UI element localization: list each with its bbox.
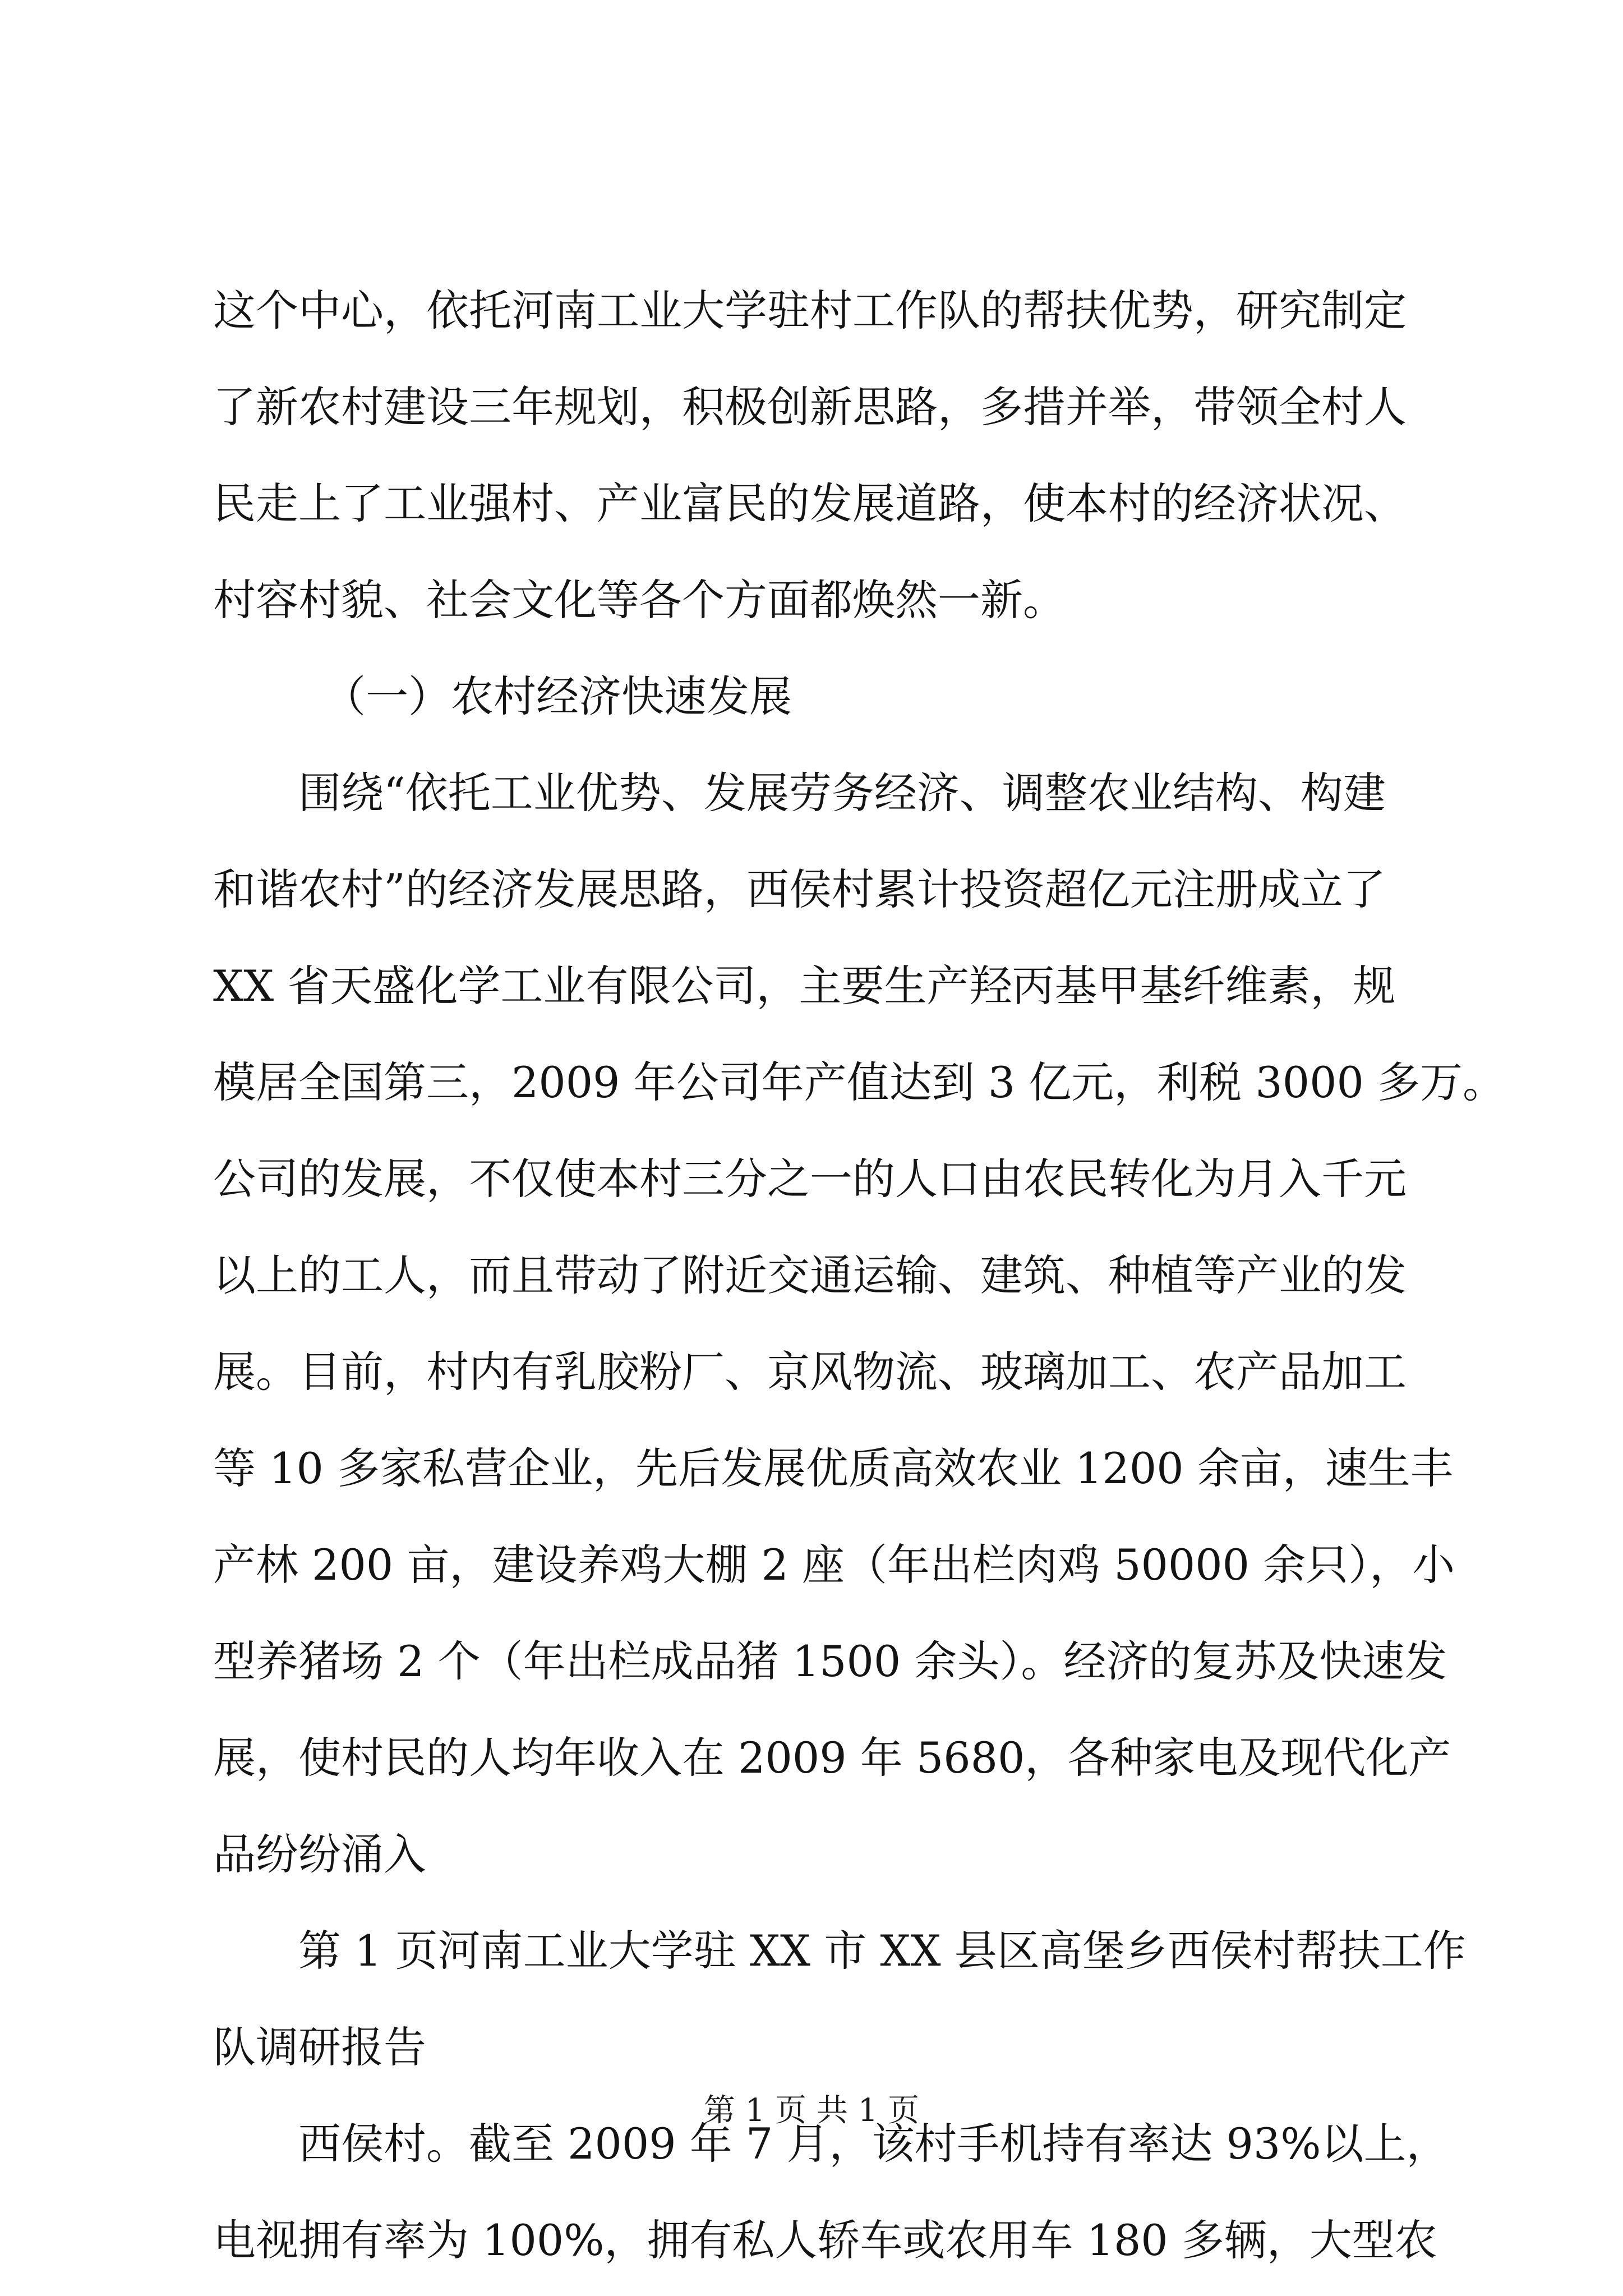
text-line: 模居全国第三，2009 年公司年产值达到 3 亿元，利税 3000 多万。 (213, 1057, 1505, 1107)
text-line: XX 省天盛化学工业有限公司，主要生产羟丙基甲基纤维素，规 (213, 961, 1396, 1011)
text-line: 这个中心，依托河南工业大学驻村工作队的帮扶优势，研究制定 (213, 286, 1407, 335)
text-line: 队调研报告 (213, 2022, 426, 2072)
text-line: 公司的发展，不仅使本村三分之一的人口由农民转化为月入千元 (213, 1154, 1407, 1204)
paragraph-first-line: 围绕“依托工业优势、发展劳务经济、调整农业结构、构建 (298, 768, 1386, 818)
text-line: 民走上了工业强村、产业富民的发展道路，使本村的经济状况、 (213, 478, 1407, 528)
text-line: 了新农村建设三年规划，积极创新思路，多措并举，带领全村人 (213, 382, 1407, 432)
text-line: 以上的工人，而且带动了附近交通运输、建筑、种植等产业的发 (213, 1250, 1407, 1300)
text-line: 型养猪场 2 个（年出栏成品猪 1500 余头）。经济的复苏及快速发 (213, 1636, 1447, 1686)
text-line: 展，使村民的人均年收入在 2009 年 5680，各种家电及现代化产 (213, 1733, 1451, 1783)
paragraph-first-line: 西侯村。截至 2009 年 7 月，该村手机持有率达 93%以上， (298, 2119, 1449, 2169)
text-line: 和谐农村”的经济发展思路，西侯村累计投资超亿元注册成立了 (213, 864, 1386, 914)
text-line: 产林 200 亩，建设养鸡大棚 2 座（年出栏肉鸡 50000 余只），小 (213, 1540, 1455, 1590)
text-line: 展。目前，村内有乳胶粉厂、京风物流、玻璃加工、农产品加工 (213, 1347, 1407, 1397)
text-line: 等 10 多家私营企业，先后发展优质高效农业 1200 余亩，速生丰 (213, 1443, 1453, 1493)
paragraph-first-line: 第 1 页河南工业大学驻 XX 市 XX 县区高堡乡西侯村帮扶工作 (298, 1926, 1466, 1976)
document-body (213, 263, 1505, 2289)
page-footer: 第 1 页 共 1 页 (703, 2092, 920, 2129)
text-line: 品纷纷涌入 (213, 1829, 426, 1879)
text-line: 村容村貌、社会文化等各个方面都焕然一新。 (213, 575, 1066, 625)
text-line: 电视拥有率为 100%，拥有私人轿车或农用车 180 多辆，大型农 (213, 2215, 1437, 2265)
section-heading: （一）农村经济快速发展 (323, 671, 792, 721)
